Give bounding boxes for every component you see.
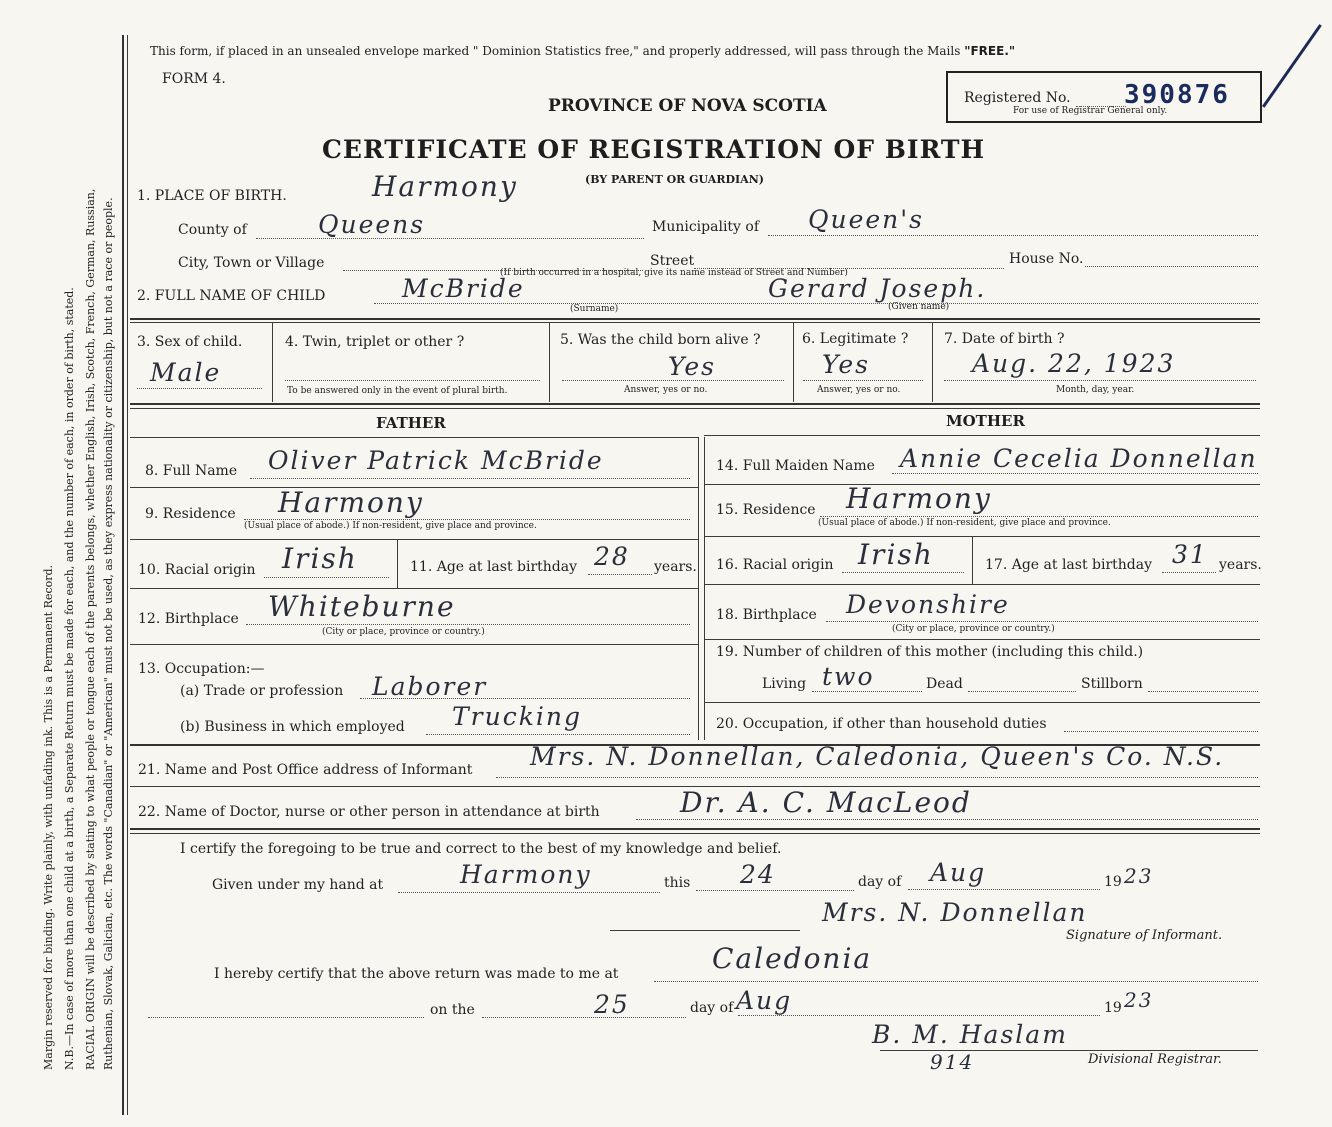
rule-row3-bottom2 [130, 408, 1260, 409]
mother-name-label: 14. Full Maiden Name [716, 458, 875, 474]
doctor-label: 22. Name of Doctor, nurse or other person in attendance at birth [138, 804, 600, 820]
mother-birthplace-value: Devonshire [846, 590, 1010, 619]
mother-res-line [820, 516, 1258, 517]
stillborn-label: Stillborn [1081, 676, 1143, 692]
father-occ-label: 13. Occupation:— [138, 661, 265, 677]
street-label: Street [650, 253, 695, 269]
rule-a2 [704, 435, 1260, 436]
rule-d [130, 588, 698, 589]
mother-racial-line [842, 572, 964, 573]
divider-4-5 [549, 322, 550, 402]
father-age-line [588, 574, 652, 575]
municipality-value: Queen's [808, 205, 924, 234]
year-prefix: 19 [1104, 874, 1122, 890]
father-years-label: years. [654, 559, 697, 575]
age-divider-father [397, 539, 398, 588]
year-value: 23 [1124, 864, 1154, 888]
father-birthplace-note: (City or place, province or country.) [322, 627, 485, 637]
twin-note: To be answered only in the event of plural birth. [287, 386, 508, 396]
given-place: Harmony [460, 860, 592, 889]
place-value: Harmony [372, 170, 518, 203]
father-birthplace-value: Whiteburne [268, 590, 456, 623]
registrar-statement: I hereby certify that the above return was made to me at [214, 966, 619, 982]
mother-birthplace-label: 18. Birthplace [716, 607, 817, 623]
informant-line [496, 777, 1258, 778]
mother-age-label: 17. Age at last birthday [985, 557, 1153, 573]
surname-caption: (Surname) [570, 304, 619, 314]
given-place-line [398, 892, 660, 893]
given-caption: (Given name) [888, 302, 950, 312]
dead-label: Dead [926, 676, 963, 692]
month-line [908, 889, 1100, 890]
living-value: two [822, 662, 875, 691]
hospital-note: (If birth occurred in a hospital, give its name instead of Street and Number) [500, 268, 848, 278]
this-label: this [664, 875, 691, 891]
registrar-place: Caledonia [712, 942, 873, 975]
mother-age-line [1162, 572, 1216, 573]
rule-c [130, 539, 698, 540]
divider-6-7 [932, 322, 933, 402]
alive-value: Yes [668, 352, 716, 381]
rule-c2 [704, 536, 1260, 537]
margin-note-3: RACIAL ORIGIN will be described by stating to what people or tongue each of the parents belongs, whether English, Irish, Scotch, French, German, Russian, [84, 188, 97, 1070]
mother-name-line [892, 473, 1258, 474]
county-label: County of [178, 222, 247, 238]
house-label: House No. [1009, 251, 1084, 267]
child-name-line [374, 303, 1258, 304]
father-business-value: Trucking [452, 702, 582, 731]
father-trade-label: (a) Trade or profession [180, 683, 344, 699]
dead-line [968, 691, 1076, 692]
municipality-label: Municipality of [652, 219, 760, 235]
reg-day-line [482, 1017, 686, 1018]
free-label: "FREE." [964, 44, 1016, 58]
informant-label: 21. Name and Post Office address of Informant [138, 762, 473, 778]
pen-stroke [1262, 24, 1322, 108]
doctor-value: Dr. A. C. MacLeod [680, 786, 972, 819]
dayof-label: day of [858, 874, 902, 890]
county-line [256, 238, 644, 239]
father-name-label: 8. Full Name [145, 463, 238, 479]
reg-month-line [738, 1015, 1100, 1016]
form-number: FORM 4. [162, 71, 226, 87]
legit-value: Yes [822, 350, 870, 379]
rule-row3-bottom [130, 403, 1260, 405]
dob-line [944, 380, 1256, 381]
rule-e2 [704, 639, 1260, 640]
rule-d2 [704, 584, 1260, 585]
father-res-value: Harmony [278, 486, 424, 519]
month-value: Aug [930, 858, 987, 887]
mother-occ-line [1064, 731, 1258, 732]
sex-value: Male [150, 358, 222, 387]
city-label: City, Town or Village [178, 255, 325, 271]
mother-res-label: 15. Residence [716, 502, 816, 518]
registrar-place-line [654, 981, 1258, 982]
mail-notice-text: This form, if placed in an unsealed envelope marked " Dominion Statistics free," and properly addressed, will pass through the Mails [150, 44, 961, 58]
rule-row3-top [130, 318, 1260, 320]
father-birthplace-line [246, 624, 690, 625]
given-label: Given under my hand at [212, 877, 384, 893]
sex-label: 3. Sex of child. [137, 334, 243, 350]
rule-i2 [130, 833, 1260, 834]
alive-caption: Answer, yes or no. [624, 385, 708, 395]
reg-year: 23 [1124, 988, 1154, 1012]
mother-res-value: Harmony [846, 482, 992, 515]
registered-number: 390876 [1124, 80, 1230, 110]
father-age-label: 11. Age at last birthday [410, 559, 578, 575]
binding-line [122, 35, 124, 1115]
divider-5-6 [793, 322, 794, 402]
legit-caption: Answer, yes or no. [817, 385, 901, 395]
county-value: Queens [318, 210, 426, 239]
father-age-value: 28 [594, 542, 630, 571]
living-line [812, 691, 922, 692]
mother-racial-label: 16. Racial origin [716, 557, 834, 573]
father-business-label: (b) Business in which employed [180, 719, 405, 735]
mother-years-label: years. [1219, 557, 1262, 573]
municipality-line [768, 235, 1258, 236]
legit-line [803, 380, 923, 381]
certificate-subtitle: (BY PARENT OR GUARDIAN) [585, 173, 764, 186]
mother-birthplace-note: (City or place, province or country.) [892, 624, 1055, 634]
place-label: 1. PLACE OF BIRTH. [137, 188, 287, 204]
father-heading: FATHER [376, 414, 446, 432]
center-divider-right [704, 437, 705, 740]
father-res-label: 9. Residence [145, 506, 236, 522]
dob-caption: Month, day, year. [1056, 385, 1135, 395]
child-given-name: Gerard Joseph. [768, 274, 987, 303]
margin-note-4: Ruthenian, Slovak, Galician, etc. The words "Canadian" or "American" must not be used, as they express nationality or citizenship, but not a race or people. [102, 197, 115, 1070]
day-value: 24 [740, 860, 776, 889]
mail-notice [150, 44, 1015, 58]
father-racial-line [264, 577, 389, 578]
on-the-label: on the [430, 1002, 475, 1018]
father-racial-value: Irish [282, 542, 358, 575]
registrar-note: For use of Registrar General only. [1013, 106, 1168, 116]
father-res-line [244, 519, 690, 520]
signature-caption: Signature of Informant. [1066, 928, 1223, 943]
informant-signature: Mrs. N. Donnellan [822, 898, 1088, 927]
mother-racial-value: Irish [858, 538, 934, 571]
twin-line [285, 380, 540, 381]
binding-line-inner [127, 35, 128, 1115]
reg-month: Aug [736, 986, 793, 1015]
margin-note-1: Margin reserved for binding. Write plainly, with unfading ink. This is a Permanent Record. [42, 564, 55, 1070]
registrar-signature: B. M. Haslam [872, 1020, 1068, 1049]
father-trade-value: Laborer [372, 672, 488, 701]
father-business-line [426, 734, 690, 735]
rule-row3-top2 [130, 322, 1260, 323]
center-divider-left [698, 437, 699, 740]
rule-i [130, 828, 1260, 830]
registered-label: Registered No. [964, 90, 1071, 106]
mother-heading: MOTHER [946, 412, 1025, 430]
registrar-caption: Divisional Registrar. [1088, 1052, 1222, 1067]
mother-birthplace-line [826, 621, 1258, 622]
mother-res-note: (Usual place of abode.) If non-resident, give place and province. [818, 518, 1111, 528]
alive-label: 5. Was the child born alive ? [560, 332, 761, 348]
father-name-line [250, 478, 690, 479]
children-label: 19. Number of children of this mother (including this child.) [716, 644, 1144, 660]
living-label: Living [762, 676, 807, 692]
mother-occ-label: 20. Occupation, if other than household duties [716, 716, 1047, 732]
on-the-lead-line [148, 1017, 424, 1018]
mother-name-value: Annie Cecelia Donnellan [900, 444, 1258, 473]
informant-value: Mrs. N. Donnellan, Caledonia, Queen's Co. N.S. [530, 742, 1225, 771]
certificate-title: CERTIFICATE OF REGISTRATION OF BIRTH [322, 135, 986, 164]
age-divider-mother [972, 536, 973, 584]
doctor-line [636, 819, 1258, 820]
legit-label: 6. Legitimate ? [802, 331, 909, 347]
rule-e [130, 644, 698, 645]
child-name-label: 2. FULL NAME OF CHILD [137, 288, 326, 304]
father-name-value: Oliver Patrick McBride [268, 446, 604, 475]
house-line [1085, 266, 1258, 267]
child-surname: McBride [402, 274, 525, 303]
reg-year-prefix: 19 [1104, 1000, 1122, 1016]
rule-f2 [704, 702, 1260, 703]
province-heading: PROVINCE OF NOVA SCOTIA [548, 96, 827, 116]
father-racial-label: 10. Racial origin [138, 562, 256, 578]
twin-label: 4. Twin, triplet or other ? [285, 334, 465, 350]
reg-dayof-label: day of [690, 1000, 734, 1016]
day-line [696, 890, 854, 891]
dob-value: Aug. 22, 1923 [972, 349, 1176, 378]
father-res-note: (Usual place of abode.) If non-resident, give place and province. [244, 521, 537, 531]
rule-a [130, 437, 698, 438]
stillborn-line [1148, 691, 1258, 692]
father-birthplace-label: 12. Birthplace [138, 611, 239, 627]
reg-day: 25 [594, 990, 630, 1019]
divider-3-4 [272, 322, 273, 402]
margin-note-2: N.B.—In case of more than one child at a birth, a Separate Return must be made for each, and the number of each, in order of birth, stated. [63, 287, 76, 1070]
certify-statement: I certify the foregoing to be true and correct to the best of my knowledge and belief. [180, 841, 782, 857]
dob-label: 7. Date of birth ? [944, 331, 1065, 347]
sig-line-left [610, 930, 800, 931]
registrar-number: 914 [930, 1050, 975, 1074]
sex-line [137, 388, 262, 389]
mother-age-value: 31 [1172, 540, 1208, 569]
